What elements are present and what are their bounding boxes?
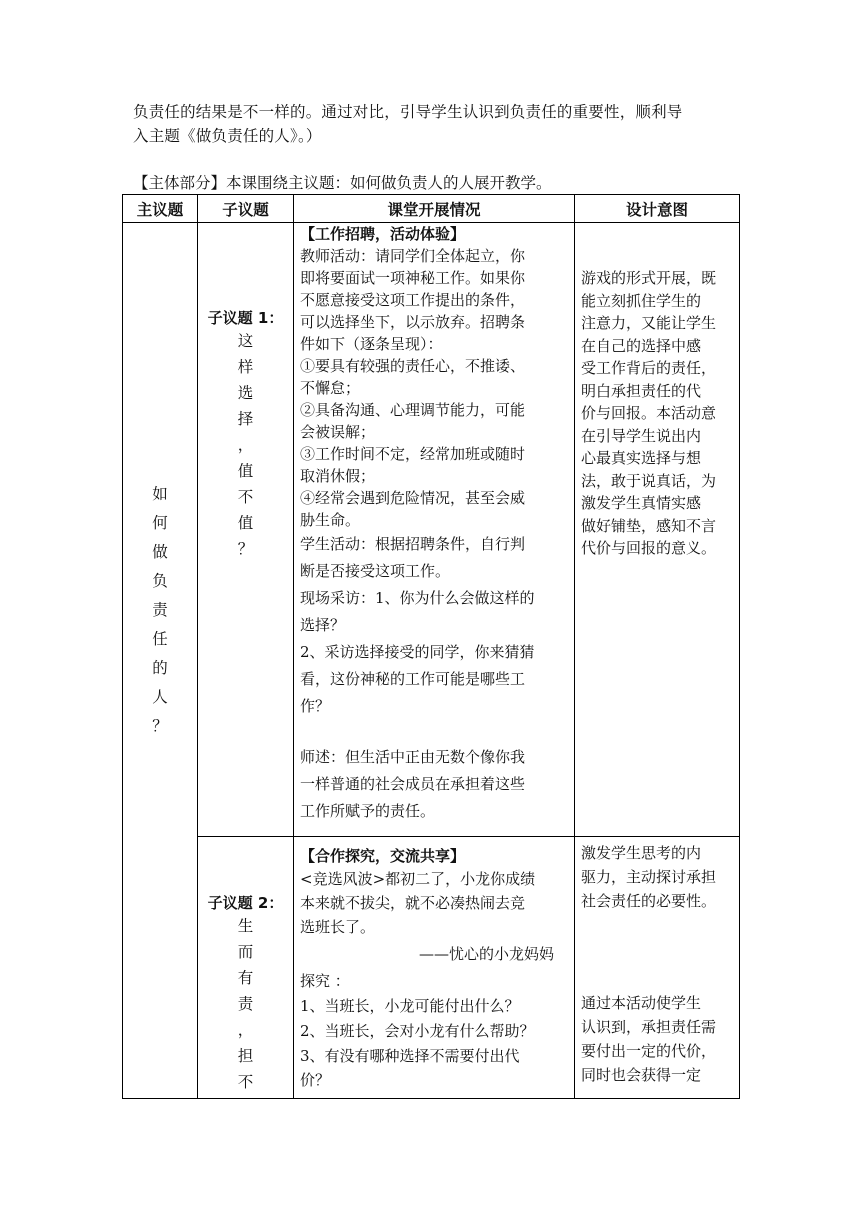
intent-line: 社会责任的必要性。 bbox=[581, 892, 717, 910]
header-sub-topic: 子议题 bbox=[198, 195, 294, 223]
content-line: ④经常会遇到危险情况，甚至会威 bbox=[300, 489, 526, 507]
intent-line: 在引导学生说出内 bbox=[581, 426, 702, 445]
sub-topic-text: 这 样 选 择 ， 值 不 值 ？ bbox=[237, 332, 254, 558]
content-line: ③工作时间不定，经常加班或随时 bbox=[300, 445, 526, 463]
table-row bbox=[123, 223, 740, 837]
table-row bbox=[123, 837, 740, 1099]
content-line: 2、采访选择接受的同学，你来猜猜 bbox=[300, 643, 535, 661]
sub-topic-cell-2 bbox=[198, 837, 294, 1099]
content-line: 教师活动：请同学们全体起立，你 bbox=[300, 247, 526, 265]
intent-line: 激发学生思考的内 bbox=[581, 844, 702, 862]
content-line: 选择？ bbox=[300, 616, 346, 634]
intent-line: 能立刻抓住学生的 bbox=[581, 291, 702, 310]
content-line: 不愿意接受这项工作提出的条件， bbox=[300, 291, 526, 309]
content-line: ①要具有较强的责任心，不推诿、 bbox=[300, 357, 526, 375]
table-header-row bbox=[123, 195, 740, 223]
intent-line: 同时也会获得一定 bbox=[581, 1066, 702, 1084]
classroom-cell-1 bbox=[294, 223, 575, 837]
header-design-intent: 设计意图 bbox=[575, 195, 740, 223]
intro-line: 入主题《做负责任的人》。） bbox=[133, 127, 322, 145]
header-classroom: 课堂开展情况 bbox=[294, 195, 575, 223]
content-line: 不懈怠； bbox=[300, 379, 361, 397]
design-intent-cell-1 bbox=[575, 223, 740, 837]
intent-line: 在自己的选择中感 bbox=[581, 336, 702, 355]
content-line: 件如下（逐条呈现）： bbox=[300, 335, 443, 353]
intent-line: 代价与回报的意义。 bbox=[581, 539, 717, 557]
content-line: 1、当班长，小龙可能付出什么？ bbox=[300, 997, 520, 1015]
content-line: 价？ bbox=[300, 1071, 331, 1089]
lesson-table bbox=[122, 194, 740, 1099]
intent-line: 受工作背后的责任， bbox=[581, 359, 717, 377]
content-line: ②具备沟通、心理调节能力，可能 bbox=[300, 401, 526, 419]
sub-topic-heading: 子议题 2： bbox=[207, 894, 284, 912]
intent-line: 注意力，又能让学生 bbox=[581, 314, 717, 332]
content-line: 作？ bbox=[300, 697, 331, 715]
activity-title: 【工作招聘，活动体验】 bbox=[300, 225, 466, 243]
content-line: 取消休假； bbox=[300, 467, 376, 485]
intent-line: 游戏的形式开展，既 bbox=[581, 269, 717, 287]
intent-line: 法，敢于说真话，为 bbox=[581, 471, 717, 490]
content-line: 断是否接受这项工作。 bbox=[300, 562, 451, 580]
intent-line: 要付出一定的代价， bbox=[581, 1042, 717, 1060]
content-line: 3、有没有哪种选择不需要付出代 bbox=[300, 1047, 520, 1065]
content-line: 本来就不拔尖，就不必凑热闹去竞 bbox=[300, 894, 526, 912]
content-line: 学生活动：根据招聘条件，自行判 bbox=[300, 535, 526, 553]
header-main-topic: 主议题 bbox=[123, 195, 198, 223]
activity-title: 【合作探究，交流共享】 bbox=[300, 847, 466, 865]
content-line: 选班长了。 bbox=[300, 918, 376, 936]
main-topic-text: 如 何 做 负 责 任 的 人 ？ bbox=[152, 485, 168, 735]
intro-line: 负责任的结果是不一样的。通过对比，引导学生认识到负责任的重要性，顺利导 bbox=[133, 103, 683, 121]
intent-line: 明白承担责任的代 bbox=[581, 381, 702, 400]
intent-line: 通过本活动使学生 bbox=[581, 994, 702, 1012]
main-topic-cell bbox=[123, 223, 198, 1099]
content-line: <竞选风波>都初二了，小龙你成绩 bbox=[300, 870, 536, 888]
signature-line: ——忧心的小龙妈妈 bbox=[418, 945, 554, 963]
sub-topic-cell-1 bbox=[198, 223, 294, 837]
intro-paragraph bbox=[133, 100, 738, 148]
content-line: 可以选择坐下，以示放弃。招聘条 bbox=[300, 313, 526, 331]
design-intent-cell-2 bbox=[575, 837, 740, 1099]
intent-line: 驱力，主动探讨承担 bbox=[581, 868, 717, 886]
content-line: 胁生命。 bbox=[300, 511, 361, 529]
content-line: 工作所赋予的责任。 bbox=[300, 802, 436, 820]
sub-topic-text: 生 而 有 责 ， 担 不 bbox=[237, 917, 254, 1091]
content-line: 看，这份神秘的工作可能是哪些工 bbox=[300, 670, 526, 688]
sub-topic-heading: 子议题 1： bbox=[207, 309, 284, 327]
intent-line: 价与回报。本活动意 bbox=[581, 404, 717, 422]
intent-line: 心最真实选择与想 bbox=[581, 449, 702, 467]
content-line: 会被误解； bbox=[300, 423, 376, 441]
section-heading: 【主体部分】本课围绕主议题：如何做负责人的人展开教学。 bbox=[133, 174, 552, 192]
classroom-cell-2 bbox=[294, 837, 575, 1099]
content-line: 现场采访：1、你为什么会做这样的 bbox=[300, 589, 535, 607]
content-line: 即将要面试一项神秘工作。如果你 bbox=[300, 269, 526, 287]
intent-line: 认识到，承担责任需 bbox=[581, 1018, 717, 1036]
content-line: 一样普通的社会成员在承担着这些 bbox=[300, 775, 526, 793]
content-line: 2、当班长，会对小龙有什么帮助？ bbox=[300, 1022, 535, 1040]
content-line: 探究 ： bbox=[300, 972, 350, 990]
intent-line: 做好铺垫，感知不言 bbox=[581, 516, 717, 535]
intent-line: 激发学生真情实感 bbox=[581, 494, 702, 512]
content-line: 师述：但生活中正由无数个像你我 bbox=[300, 748, 526, 766]
